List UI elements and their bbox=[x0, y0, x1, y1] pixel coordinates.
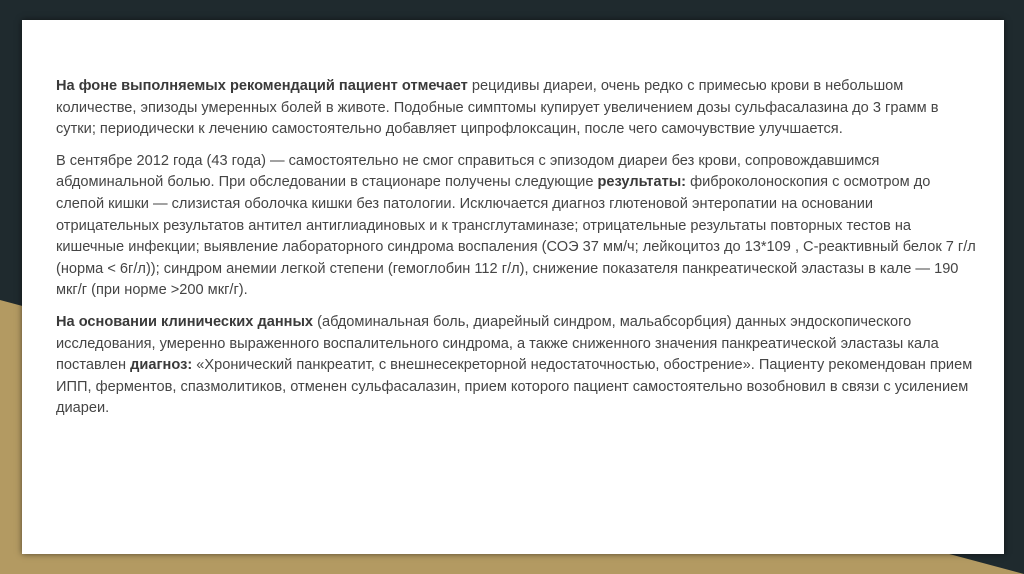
paragraph-1-text: рецидивы диареи, очень редко с примесью крови в небольшом количестве, эпизоды умеренных болей в животе. Подобные симптомы купирует увеличением дозы сульфасалазина до 3 грамм в сутки; периодически к лечению самостоятельно добавляет ципрофлоксацин, после чего самочувствие улучшается. bbox=[56, 78, 939, 138]
paragraph-3 bbox=[56, 312, 976, 420]
paragraph-2-text-before: В сентябре 2012 года (43 года) — самостоятельно не смог справиться с эпизодом диареи без крови, сопровождавшимся абдоминальной болью. При обследовании в стационаре получены следующие bbox=[56, 152, 880, 191]
paragraph-1 bbox=[56, 76, 976, 141]
paragraph-2-text-after: фиброколоноскопия с осмотром до слепой кишки — слизистая оболочка кишки без патологии. Исключается диагноз глютеновой энтеропатии на основании отрицательных результатов антител антиглиадиновых и к трансглутаминазе; отрицательные результаты повторных тестов на кишечные инфекции; выявление лабораторного синдрома воспаления (СОЭ 37 мм/ч; лейкоцитоз до 13*109 , С-реактивный белок 7 г/л (норма < 6г/л)); синдром анемии легкой степени (гемоглобин 112 г/л), снижение показателя панкреатической эластазы в кале — 190 мкг/г (при норме >200 мкг/г). bbox=[56, 174, 976, 299]
paragraph-2-bold-results: результаты: bbox=[597, 174, 687, 191]
paragraph-1-bold-lead: На фоне выполняемых рекомендаций пациент отмечает bbox=[56, 78, 468, 94]
paragraph-3-text-before: (абдоминальная боль, диарейный синдром, мальабсорбция) данных эндоскопического исследования, умеренно выраженного воспалительного синдрома, а также сниженного значения панкреатической эластазы кала поставлен bbox=[56, 313, 939, 374]
content-card bbox=[22, 20, 1004, 554]
paragraph-3-bold-lead: На основании клинических данных bbox=[56, 313, 314, 330]
paragraph-3-bold-diagnosis: диагноз: bbox=[130, 357, 193, 374]
text-body bbox=[56, 76, 976, 430]
paragraph-2 bbox=[56, 151, 976, 302]
paragraph-3-text-after: «Хронический панкреатит, с внешнесекреторной недостаточностью, обострение». Пациенту рекомендован прием ИПП, ферментов, спазмолитиков, отменен сульфасалазин, прием которого пациент самостоятельно возобновил в связи с усилением диареи. bbox=[56, 357, 973, 417]
